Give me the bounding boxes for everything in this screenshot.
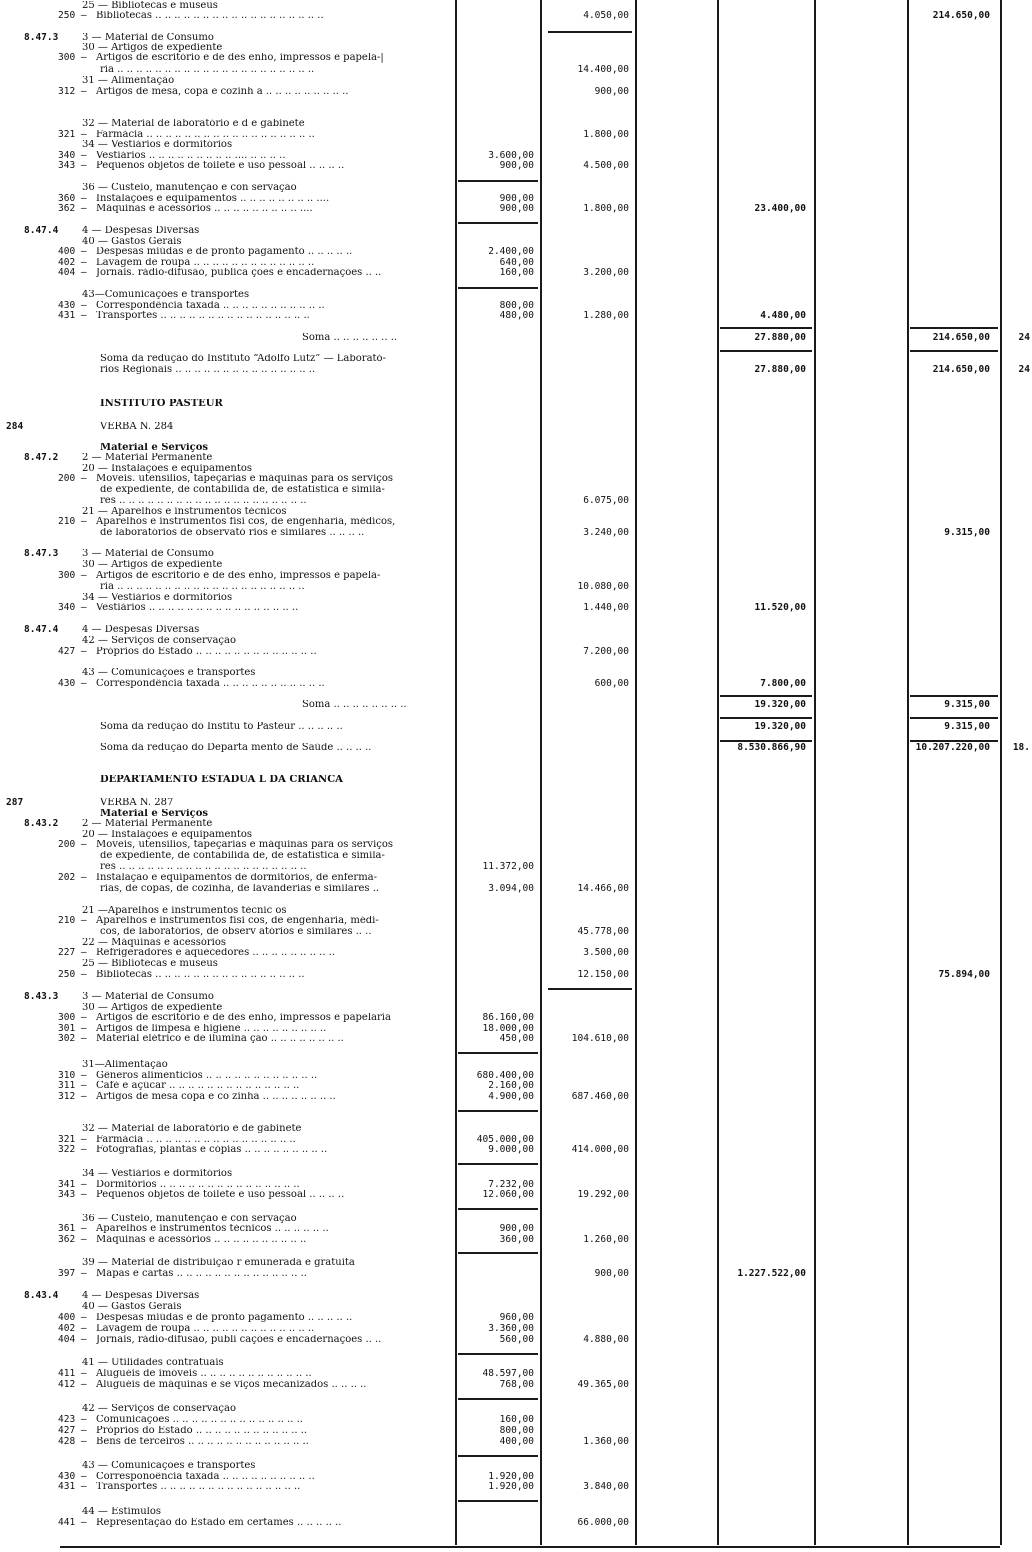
item-description: 25 — Bibliotecas e museus xyxy=(82,1,218,11)
amount-value: 7.800,00 xyxy=(760,678,806,689)
subtotal-rule xyxy=(458,1252,538,1254)
item-description: Soma .. .. .. .. .. .. .. xyxy=(302,333,398,343)
item-description: rias, de copas, de cozinha, de lavanderias e similares .. xyxy=(100,884,380,894)
item-code: 312 — xyxy=(58,86,87,97)
item-description: 44 — Estimulos xyxy=(82,1507,162,1517)
column-rule-7 xyxy=(1000,0,1002,1545)
item-description: Material elétrico e de ilumina ção .. .. .. .. .. .. .. .. xyxy=(96,1034,344,1044)
amount-value: 49.365,00 xyxy=(577,1379,629,1390)
item-code: 360 — xyxy=(58,193,87,204)
item-description: Mapas e cartas .. .. .. .. .. .. .. .. .. .. .. .. .. .. xyxy=(96,1269,307,1279)
item-description: Representação do Estado em certames .. .. .. .. .. xyxy=(96,1518,342,1528)
item-code: 311 — xyxy=(58,1080,87,1091)
amount-value: 11.372,00 xyxy=(482,861,534,872)
amount-value: 19.320,00 xyxy=(754,721,806,732)
item-code: 431 — xyxy=(58,310,87,321)
item-description: Lavagem de roupa .. .. .. .. .. .. .. .. .. .. .. .. .. xyxy=(96,1324,315,1334)
item-code: 402 — xyxy=(58,257,87,268)
amount-value: 900,00 xyxy=(499,193,534,204)
amount-value: 4.500,00 xyxy=(583,160,629,171)
item-description: Pequenos objetos de toilete e uso pessoal .. .. .. .. xyxy=(96,1190,345,1200)
item-description: Material e Serviços xyxy=(100,443,209,453)
item-description: Vestiários .. .. .. .. .. .. .. .. .. .... .. .. .. .. xyxy=(96,151,286,161)
amount-value: 1.260,00 xyxy=(583,1234,629,1245)
item-code: 441 — xyxy=(58,1517,87,1528)
amount-value: 214.650,00 xyxy=(932,332,990,343)
item-code: 321 — xyxy=(58,129,87,140)
item-description: VERBA N. 284 xyxy=(100,422,174,432)
item-description: Artigos de mesa, copa e cozinh a .. .. .. .. .. .. .. .. .. xyxy=(96,87,349,97)
column-rule-2 xyxy=(540,0,542,1545)
amount-value: 2.160,00 xyxy=(488,1080,534,1091)
section-code: 8.47.3 xyxy=(24,32,59,43)
item-description: 42 — Serviços de conservação xyxy=(82,636,236,646)
amount-value: 160,00 xyxy=(499,267,534,278)
amount-value: 11.520,00 xyxy=(754,602,806,613)
item-description: Refrigeradores e aquecedores .. .. .. .. .. .. .. .. .. xyxy=(96,948,336,958)
amount-value: 75.894,00 xyxy=(938,969,990,980)
item-description: Lavagem de roupa .. .. .. .. .. .. .. .. .. .. .. .. .. xyxy=(96,258,315,268)
amount-value: 560,00 xyxy=(499,1334,534,1345)
subtotal-rule xyxy=(458,1208,538,1210)
subtotal-rule xyxy=(458,1398,538,1400)
amount-value: 18.000,00 xyxy=(482,1023,534,1034)
subtotal-rule xyxy=(458,222,538,224)
item-description: de laboratórios de observató rios e similares .. .. .. .. xyxy=(100,528,365,538)
item-description: Correspondência taxada .. .. .. .. .. .. .. .. .. .. .. xyxy=(96,679,325,689)
item-code: 341 — xyxy=(58,1179,87,1190)
item-code: 428 — xyxy=(58,1436,87,1447)
amount-value: 3.094,00 xyxy=(488,883,534,894)
item-code: 412 — xyxy=(58,1379,87,1390)
amount-value: 214.650,00 xyxy=(932,10,990,21)
amount-value: 960,00 xyxy=(499,1312,534,1323)
amount-value: 600,00 xyxy=(594,678,629,689)
item-description: 20 — Instalações e equipamentos xyxy=(82,464,253,474)
item-code: 200 — xyxy=(58,473,87,484)
item-code: 431 — xyxy=(58,1481,87,1492)
item-description: 43 — Comunicações e transportes xyxy=(82,668,256,678)
item-code: 411 — xyxy=(58,1368,87,1379)
item-description: cos, de laboratórios, de observ atórios e similares .. .. xyxy=(100,927,372,937)
item-code: 423 — xyxy=(58,1414,87,1425)
item-description: Transportes .. .. .. .. .. .. .. .. .. .. .. .. .. .. .. .. xyxy=(96,311,310,321)
amount-value: 1.800,00 xyxy=(583,203,629,214)
amount-value: 1.920,00 xyxy=(488,1481,534,1492)
item-description: Artigos de escritório e de des enho, impressos e papela-| xyxy=(96,53,384,63)
subtotal-rule xyxy=(720,350,812,352)
amount-value: 900,00 xyxy=(594,1268,629,1279)
item-code: 362 — xyxy=(58,203,87,214)
amount-value: 900,00 xyxy=(499,203,534,214)
item-code: 312 — xyxy=(58,1091,87,1102)
amount-value: 900,00 xyxy=(594,86,629,97)
amount-value: 48.597,00 xyxy=(482,1368,534,1379)
item-description: INSTITUTO PASTEUR xyxy=(100,399,223,409)
item-description: Café e açúcar .. .. .. .. .. .. .. .. .. .. .. .. .. .. xyxy=(96,1081,300,1091)
item-description: Aparelhos e instrumentos físi cos, de engenharia, médicos, xyxy=(96,517,396,527)
item-description: Instalação e equipamentos de dormitórios, de enferma- xyxy=(96,873,378,883)
subtotal-rule xyxy=(458,180,538,182)
amount-value: 900,00 xyxy=(499,160,534,171)
amount-value: 3.500,00 xyxy=(583,947,629,958)
item-description: 31—Alimentação xyxy=(82,1060,168,1070)
item-description: 21 —Aparelhos e instrumentos técnic os xyxy=(82,906,287,916)
item-description: Soma da redução do Instituto “Adolfo Lutz” — Laborató- xyxy=(100,354,386,364)
amount-value: 19.320,00 xyxy=(754,699,806,710)
item-code: 430 — xyxy=(58,1471,87,1482)
amount-value: 900,00 xyxy=(499,1223,534,1234)
item-code: 340 — xyxy=(58,602,87,613)
item-description: VERBA N. 287 xyxy=(100,798,174,808)
amount-value: 160,00 xyxy=(499,1414,534,1425)
subtotal-rule xyxy=(548,988,632,990)
amount-value: 12.060,00 xyxy=(482,1189,534,1200)
item-description: res .. .. .. .. .. .. .. .. .. .. .. .. .. .. .. .. .. .. .. .. xyxy=(100,496,307,506)
item-code: 321 — xyxy=(58,1134,87,1145)
subtotal-rule xyxy=(910,695,998,697)
item-description: ria .. .. .. .. .. .. .. .. .. .. .. .. .. .. .. .. .. .. .. .. .. xyxy=(100,65,315,75)
item-code: 402 — xyxy=(58,1323,87,1334)
section-code: 8.47.3 xyxy=(24,548,59,559)
amount-value: 9.000,00 xyxy=(488,1144,534,1155)
item-description: 43—Comunicações e transportes xyxy=(82,290,250,300)
item-description: Corresponoência taxada .. .. .. .. .. .. .. .. .. .. xyxy=(96,1472,315,1482)
amount-value: 687.460,00 xyxy=(571,1091,629,1102)
amount-value: 19.292,00 xyxy=(577,1189,629,1200)
item-description: Vestiários .. .. .. .. .. .. .. .. .. .. .. .. .. .. .. .. xyxy=(96,603,299,613)
bottom-rule xyxy=(60,1546,1000,1548)
amount-value: 45.778,00 xyxy=(577,926,629,937)
item-code: 202 — xyxy=(58,872,87,883)
subtotal-rule xyxy=(458,1110,538,1112)
amount-value: 680.400,00 xyxy=(476,1070,534,1081)
subtotal-rule xyxy=(458,1455,538,1457)
subtotal-rule xyxy=(548,31,632,33)
item-description: Próprios do Estado .. .. .. .. .. .. .. .. .. .. .. .. .. xyxy=(96,647,317,657)
amount-value: 3.840,00 xyxy=(583,1481,629,1492)
item-description: Farmácia .. .. .. .. .. .. .. .. .. .. .. .. .. .. .. .. xyxy=(96,1135,296,1145)
column-rule-4 xyxy=(717,0,719,1545)
section-code: 284 xyxy=(6,421,24,432)
section-code: 8.43.2 xyxy=(24,818,59,829)
item-description: Pequenos objetos de toilete e uso pessoal .. .. .. .. xyxy=(96,161,345,171)
item-description: 36 — Custeio, manutenção e con servação xyxy=(82,1214,297,1224)
amount-value: 14.400,00 xyxy=(577,64,629,75)
item-description: 32 — Material de laboratório e d e gabinete xyxy=(82,119,305,129)
item-description: Bibliotecas .. .. .. .. .. .. .. .. .. .. .. .. .. .. .. .. .. .. xyxy=(96,11,324,21)
amount-value: 104.610,00 xyxy=(571,1033,629,1044)
item-description: de expediente, de contabilida de, de estatística e simila- xyxy=(100,485,385,495)
amount-value: 4.480,00 xyxy=(760,310,806,321)
item-code: 250 — xyxy=(58,969,87,980)
amount-value: 23.400,00 xyxy=(754,203,806,214)
item-description: 4 — Despesas Diversas xyxy=(82,625,200,635)
item-description: Jornais, rádio-difusão, publi cações e encadernações .. .. xyxy=(96,1335,382,1345)
section-code: 8.43.4 xyxy=(24,1290,59,1301)
item-description: Soma da redução do Institu to Pasteur .. .. .. .. .. xyxy=(100,722,343,732)
amount-value: 10.080,00 xyxy=(577,581,629,592)
amount-value: 1.280,00 xyxy=(583,310,629,321)
item-description: Transportes .. .. .. .. .. .. .. .. .. .. .. .. .. .. .. xyxy=(96,1482,301,1492)
subtotal-rule xyxy=(458,1500,538,1502)
item-code: 343 — xyxy=(58,1189,87,1200)
item-description: 30 — Artigos de expediente xyxy=(82,1003,223,1013)
item-description: 42 — Serviços de conservação xyxy=(82,1404,236,1414)
amount-value: 9.315,00 xyxy=(944,721,990,732)
item-description: Artigos de mesa copa e co zinha .. .. .. .. .. .. .. .. xyxy=(96,1092,336,1102)
item-code: 404 — xyxy=(58,1334,87,1345)
amount-value: 480,00 xyxy=(499,310,534,321)
amount-value: 14.466,00 xyxy=(577,883,629,894)
item-description: Bens de terceiros .. .. .. .. .. .. .. .. .. .. .. .. .. xyxy=(96,1437,309,1447)
item-description: 31 — Alimentação xyxy=(82,76,175,86)
item-description: 34 — Vestiários e dormitórios xyxy=(82,593,233,603)
item-description: 32 — Material de laboratório e de gabinete xyxy=(82,1124,302,1134)
amount-value: 12.150,00 xyxy=(577,969,629,980)
amount-value: 7.232,00 xyxy=(488,1179,534,1190)
item-code: 343 — xyxy=(58,160,87,171)
item-description: 2 — Material Permanente xyxy=(82,819,213,829)
item-code: 361 — xyxy=(58,1223,87,1234)
item-description: Gêneros alimentícios .. .. .. .. .. .. .. .. .. .. .. .. xyxy=(96,1071,318,1081)
item-description: 43 — Comunicações e transportes xyxy=(82,1461,256,1471)
subtotal-rule xyxy=(720,717,812,719)
item-description: Aluguéis de imóveis .. .. .. .. .. .. .. .. .. .. .. .. xyxy=(96,1369,312,1379)
amount-value: 1.227.522,00 xyxy=(737,1268,806,1279)
item-code: 427 — xyxy=(58,646,87,657)
subtotal-rule xyxy=(458,1052,538,1054)
item-description: Máquinas e acessórios .. .. .. .. .. .. .. .. .. .... xyxy=(96,204,313,214)
item-description: Soma da redução do Departa mento de Saúde .. .. .. .. xyxy=(100,743,372,753)
item-description: 25 — Bibliotecas e museus xyxy=(82,959,218,969)
section-code: 287 xyxy=(6,797,24,808)
item-description: DEPARTAMENTO ESTADUA L DA CRIANCA xyxy=(100,775,343,785)
item-code: 227 — xyxy=(58,947,87,958)
item-code: 302 — xyxy=(58,1033,87,1044)
amount-value: 27.880,00 xyxy=(754,332,806,343)
amount-value: 10.207.220,00 xyxy=(915,742,990,753)
section-code: 8.43.3 xyxy=(24,991,59,1002)
amount-value: 414.000,00 xyxy=(571,1144,629,1155)
item-description: Moveis, utensílios, tapeçarias e máquinas para os serviços xyxy=(96,840,394,850)
subtotal-rule xyxy=(910,327,998,329)
amount-value: 1.800,00 xyxy=(583,129,629,140)
amount-value: 9.315,00 xyxy=(944,699,990,710)
amount-value: 405.000,00 xyxy=(476,1134,534,1145)
item-description: 2 — Material Permanente xyxy=(82,453,213,463)
item-description: 41 — Utilidades contratuais xyxy=(82,1358,224,1368)
amount-value: 214.650,00 xyxy=(932,364,990,375)
amount-value: 27.880,00 xyxy=(754,364,806,375)
item-description: 4 — Despesas Diversas xyxy=(82,1291,200,1301)
item-code: 322 — xyxy=(58,1144,87,1155)
item-description: Bibliotecas .. .. .. .. .. .. .. .. .. .. .. .. .. .. .. .. xyxy=(96,970,305,980)
amount-value: 1.920,00 xyxy=(488,1471,534,1482)
amount-value: 66.000,00 xyxy=(577,1517,629,1528)
item-code: 250 — xyxy=(58,10,87,21)
amount-value: 768,00 xyxy=(499,1379,534,1390)
item-description: Máquinas e acessórios .. .. .. .. .. .. .. .. .. .. xyxy=(96,1235,307,1245)
subtotal-rule xyxy=(458,287,538,289)
item-code: 200 — xyxy=(58,839,87,850)
subtotal-rule xyxy=(720,327,812,329)
item-code: 310 — xyxy=(58,1070,87,1081)
item-code: 210 — xyxy=(58,516,87,527)
subtotal-rule xyxy=(910,350,998,352)
item-description: 34 — Vestiários e dormitórios xyxy=(82,1169,233,1179)
amount-value: 640,00 xyxy=(499,257,534,268)
item-description: 34 — Vestiários e dormitórios xyxy=(82,140,233,150)
amount-value: 1.360,00 xyxy=(583,1436,629,1447)
item-description: 36 — Custeio, manutenção e con servação xyxy=(82,183,297,193)
amount-value: 4.900,00 xyxy=(488,1091,534,1102)
item-description: Artigos de limpesa e higiene .. .. .. .. .. .. .. .. .. xyxy=(96,1024,327,1034)
item-description: 3 — Material de Consumo xyxy=(82,549,214,559)
amount-value: 8.530.866,90 xyxy=(737,742,806,753)
amount-value: 7.200,00 xyxy=(583,646,629,657)
amount-value: 360,00 xyxy=(499,1234,534,1245)
column-rule-1 xyxy=(455,0,457,1545)
amount-value: 18. xyxy=(1012,742,1030,753)
item-code: 300 — xyxy=(58,1012,87,1023)
item-code: 210 — xyxy=(58,915,87,926)
item-description: Instalações e equipamentos .. .. .. .. .. .. .. .. .... xyxy=(96,194,330,204)
item-code: 400 — xyxy=(58,246,87,257)
item-description: Aparelhos e instrumentos físi cos, de engenharia, médi- xyxy=(96,916,379,926)
amount-value: 4.880,00 xyxy=(583,1334,629,1345)
subtotal-rule xyxy=(458,1353,538,1355)
subtotal-rule xyxy=(720,695,812,697)
item-description: Despesas miúdas e de pronto pagamento .. .. .. .. .. xyxy=(96,247,353,257)
item-description: 3 — Material de Consumo xyxy=(82,992,214,1002)
item-description: res .. .. .. .. .. .. .. .. .. .. .. .. .. .. .. .. .. .. .. .. xyxy=(100,862,307,872)
section-code: 8.47.4 xyxy=(24,225,59,236)
amount-value: 800,00 xyxy=(499,300,534,311)
amount-value: 86.160,00 xyxy=(482,1012,534,1023)
item-description: ria .. .. .. .. .. .. .. .. .. .. .. .. .. .. .. .. .. .. .. .. xyxy=(100,582,305,592)
column-rule-6 xyxy=(907,0,909,1545)
item-description: 30 — Artigos de expediente xyxy=(82,560,223,570)
item-description: rios Regionais .. .. .. .. .. .. .. .. .. .. .. .. .. .. .. xyxy=(100,365,316,375)
item-description: Comunicações .. .. .. .. .. .. .. .. .. .. .. .. .. .. xyxy=(96,1415,303,1425)
item-description: Moveis. utensílios, tapeçarias e máquinas para os serviços xyxy=(96,474,394,484)
subtotal-rule xyxy=(458,1163,538,1165)
item-description: Artigos de escritório e de des enho, impressos e papela- xyxy=(96,571,381,581)
item-code: 427 — xyxy=(58,1425,87,1436)
amount-value: 9.315,00 xyxy=(944,527,990,538)
item-description: Correspondência taxada .. .. .. .. .. .. .. .. .. .. .. xyxy=(96,301,325,311)
item-code: 430 — xyxy=(58,678,87,689)
item-description: 39 — Material de distribuição r emunerada e gratuita xyxy=(82,1258,355,1268)
item-description: de expediente, de contabilida de, de estatística e simila- xyxy=(100,851,385,861)
amount-value: 24 xyxy=(1018,332,1030,343)
item-description: 40 — Gastos Gerais xyxy=(82,237,182,247)
item-code: 362 — xyxy=(58,1234,87,1245)
item-description: 21 — Aparelhos e instrumentos técnicos xyxy=(82,507,287,517)
amount-value: 2.400,00 xyxy=(488,246,534,257)
item-code: 397 — xyxy=(58,1268,87,1279)
item-description: 20 — Instalações e equipamentos xyxy=(82,830,253,840)
item-code: 301 — xyxy=(58,1023,87,1034)
amount-value: 3.600,00 xyxy=(488,150,534,161)
item-description: Material e Serviços xyxy=(100,809,209,819)
amount-value: 6.075,00 xyxy=(583,495,629,506)
amount-value: 800,00 xyxy=(499,1425,534,1436)
item-description: 40 — Gastos Gerais xyxy=(82,1302,182,1312)
item-description: Próprios do Estado .. .. .. .. .. .. .. .. .. .. .. .. xyxy=(96,1426,308,1436)
item-description: Aluguéis de máquinas e se viços mecanizados .. .. .. .. xyxy=(96,1380,367,1390)
item-code: 300 — xyxy=(58,570,87,581)
item-code: 404 — xyxy=(58,267,87,278)
item-description: Aparelhos e instrumentos técnicos .. .. .. .. .. .. xyxy=(96,1224,329,1234)
item-description: Jornais. rádio-difusão, publica ções e encadernações .. .. xyxy=(96,268,382,278)
amount-value: 3.360,00 xyxy=(488,1323,534,1334)
item-description: 3 — Material de Consumo xyxy=(82,33,214,43)
amount-value: 3.240,00 xyxy=(583,527,629,538)
item-description: Dormitórios .. .. .. .. .. .. .. .. .. .. .. .. .. .. .. xyxy=(96,1180,300,1190)
item-code: 400 — xyxy=(58,1312,87,1323)
item-description: Artigos de escritório e de des enho, impressos e papelaria xyxy=(96,1013,391,1023)
amount-value: 4.050,00 xyxy=(583,10,629,21)
section-code: 8.47.4 xyxy=(24,624,59,635)
item-description: 4 — Despesas Diversas xyxy=(82,226,200,236)
amount-value: 1.440,00 xyxy=(583,602,629,613)
subtotal-rule xyxy=(910,717,998,719)
item-code: 340 — xyxy=(58,150,87,161)
item-description: 22 — Máquinas e acessórios xyxy=(82,938,227,948)
column-rule-3 xyxy=(635,0,637,1545)
amount-value: 24 xyxy=(1018,364,1030,375)
item-description: Soma .. .. .. .. .. .. .. .. xyxy=(302,700,407,710)
section-code: 8.47.2 xyxy=(24,452,59,463)
item-code: 430 — xyxy=(58,300,87,311)
column-rule-5 xyxy=(814,0,816,1545)
amount-value: 400,00 xyxy=(499,1436,534,1447)
amount-value: 450,00 xyxy=(499,1033,534,1044)
amount-value: 3.200,00 xyxy=(583,267,629,278)
item-description: 30 — Artigos de expediente xyxy=(82,43,223,53)
item-description: Despesas miúdas e de pronto pagamento .. .. .. .. .. xyxy=(96,1313,353,1323)
item-description: Farmácia .. .. .. .. .. .. .. .. .. .. .. .. .. .. .. .. .. .. xyxy=(96,130,315,140)
item-code: 300 — xyxy=(58,52,87,63)
item-description: Fotografias, plantas e cópias .. .. .. .. .. .. .. .. .. xyxy=(96,1145,328,1155)
